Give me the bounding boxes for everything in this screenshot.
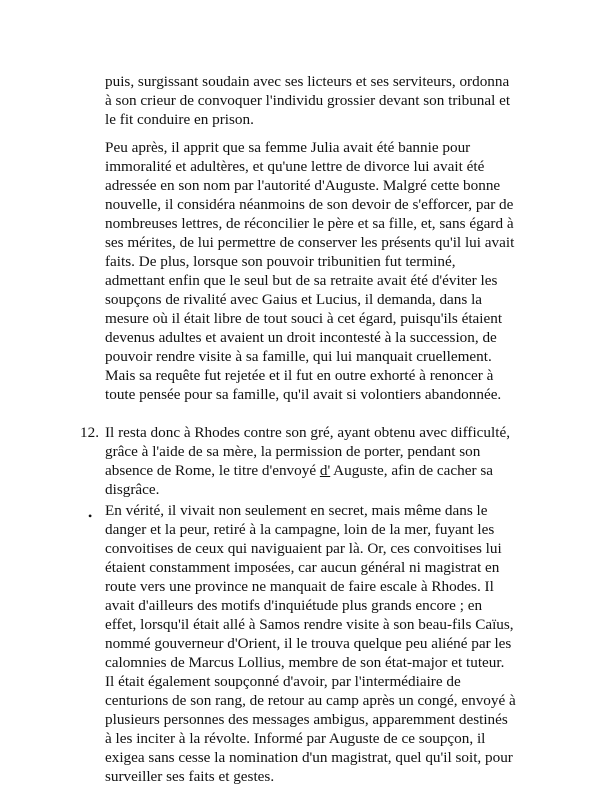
list-number-12: 12. [80,424,99,441]
underlined-word: d' [319,462,331,479]
list-item-12 [105,423,517,499]
list-item-12-text-after: Auguste, afin de cacher sa disgrâce. [105,462,493,498]
list-item-12-text-before: Il resta donc à Rhodes contre son gré, ayant obtenu avec difficulté, grâce à l'aide de sa mère, la permission de porter, pendant son absence de Rome, le titre d'envoyé [105,424,510,479]
bullet-paragraph: En vérité, il vivait non seulement en secret, mais même dans le danger et la peur, retiré à la campagne, loin de la mer, fuyant les convoitises de ceux qui naviguaient par là. Or, ces convoitises lui étaient constamment imposées, car aucun général ni magistrat en route vers une province ne manquait de faire escale à Rhodes. Il avait d'ailleurs des motifs d'inquiétude plus grands encore ; en effet, lorsqu'il était allé à Samos rendre visite à son beau-fils Caïus, nommé gouverneur d'Orient, il le trouva quelque peu aliéné par les calomnies de Marcus Lollius, membre de son état-major et tuteur. Il était également soupçonné d'avoir, par l'intermédiaire de centurions de son rang, de retour au camp après un congé, envoyé à plusieurs personnes des messages ambigus, apparemment destinés à les inciter à la révolte. Informé par Auguste de ce soupçon, il exigea sans cesse la nomination d'un magistrat, quel qu'il soit, pour surveiller ses faits et gestes. [105,502,516,785]
paragraph-divorce: Peu après, il apprit que sa femme Julia avait été bannie pour immoralité et adultères, et qu'une lettre de divorce lui avait été adressée en son nom par l'autorité d'Auguste. Malgré cette bonne nouvelle, il considéra néanmoins de son devoir de s'efforcer, par de nombreuses lettres, de réconcilier le père et sa fille, et, sans égard à ses mérites, de lui permettre de conserver les présents qu'il lui avait faits. De plus, lorsque son pouvoir tribunitien fut terminé, admettant enfin que le seul but de sa retraite avait été d'éviter les soupçons de rivalité avec Gaius et Lucius, il demanda, dans la mesure où il était libre de tout souci à cet égard, puisqu'ils étaient devenus adultes et avaient un droit incontesté à la succession, de pouvoir rendre visite à sa famille, qui lui manquait cruellement. Mais sa requête fut rejetée et il fut en outre exhorté à renoncer à toute pensée pour sa famille, qu'il avait si volontiers abandonnée. [105,139,515,403]
paragraph-continuation: puis, surgissant soudain avec ses licteurs et ses serviteurs, ordonna à son crieur de convoquer l'individu grossier devant son tribunal et le fit conduire en prison. [105,73,511,128]
bullet-marker: • [88,509,93,523]
